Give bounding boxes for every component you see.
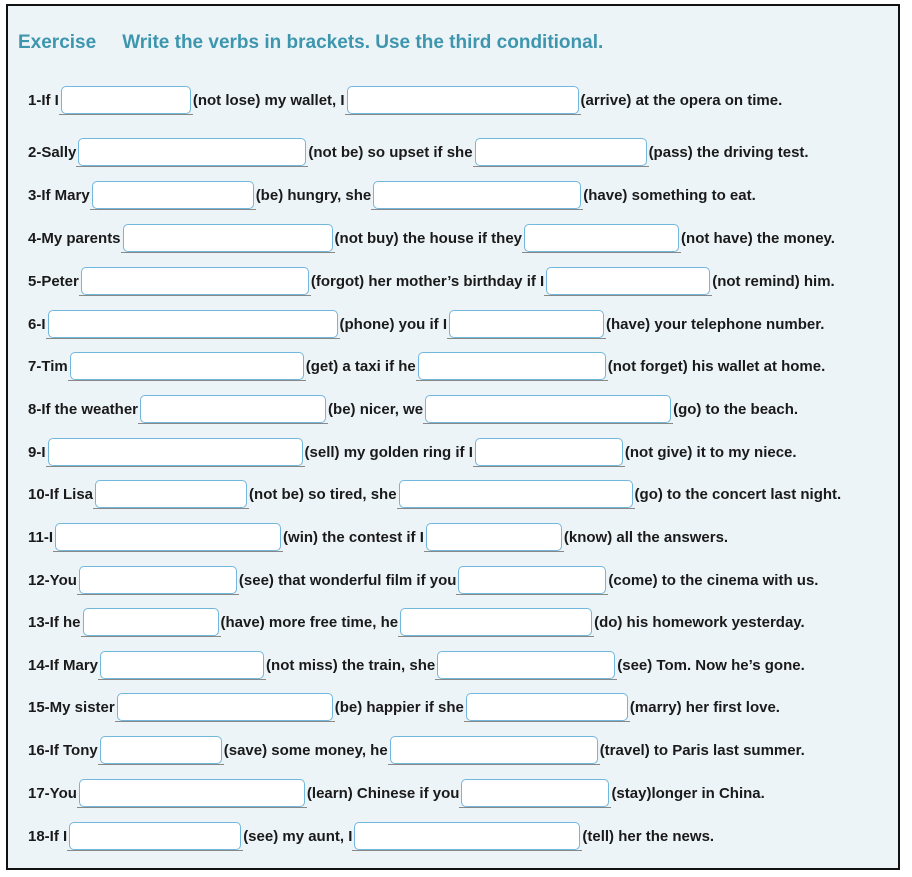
sentence-middle: (win) the contest if I <box>283 529 424 546</box>
sentence-start: 10-If Lisa <box>28 486 94 503</box>
answer-field-1[interactable] <box>95 480 247 508</box>
answer-field-1[interactable] <box>70 352 304 380</box>
answer-field-2[interactable] <box>425 395 671 423</box>
answer-field-2[interactable] <box>458 566 606 594</box>
sentence-middle: (see) that wonderful film if you <box>238 572 457 589</box>
exercise-row <box>28 818 714 850</box>
sentence-start: 14-If Mary <box>28 657 99 674</box>
answer-field-2[interactable] <box>400 608 592 636</box>
sentence-end: (see) Tom. Now he’s gone. <box>617 657 805 674</box>
sentence-middle: (have) more free time, he <box>220 614 399 631</box>
answer-field-2[interactable] <box>524 224 679 252</box>
answer-field-1[interactable] <box>83 608 219 636</box>
sentence-end: (not forget) his wallet at home. <box>607 358 826 375</box>
answer-field-1[interactable] <box>79 779 305 807</box>
exercise-row <box>28 519 728 551</box>
answer-field-1[interactable] <box>61 86 191 114</box>
answer-field-2[interactable] <box>373 181 581 209</box>
sentence-end: (not remind) him. <box>712 273 835 290</box>
sentence-end: (have) something to eat. <box>583 187 756 204</box>
sentence-middle: (be) hungry, she <box>255 187 372 204</box>
answer-field-2[interactable] <box>347 86 579 114</box>
sentence-end: (not have) the money. <box>681 230 835 247</box>
sentence-start: 4-My parents <box>28 230 121 247</box>
sentence-end: (have) your telephone number. <box>606 316 825 333</box>
sentence-end: (not give) it to my niece. <box>624 444 797 461</box>
exercise-row <box>28 306 824 338</box>
exercise-row <box>28 647 805 679</box>
answer-field-1[interactable] <box>79 566 237 594</box>
exercise-row <box>28 689 780 721</box>
sentence-end: (stay)longer in China. <box>611 785 765 802</box>
exercise-row <box>28 134 809 166</box>
sentence-middle: (not miss) the train, she <box>266 657 436 674</box>
answer-field-1[interactable] <box>140 395 326 423</box>
exercise-label: Exercise <box>18 32 97 53</box>
sentence-start: 18-If I <box>28 828 68 845</box>
sentence-end: (go) to the concert last night. <box>634 486 842 503</box>
exercise-row <box>28 604 805 636</box>
sentence-start: 1-If I <box>28 92 59 109</box>
sentence-middle: (forgot) her mother’s birthday if I <box>310 273 545 290</box>
sentence-middle: (see) my aunt, I <box>243 828 353 845</box>
sentence-middle: (phone) you if I <box>339 316 447 333</box>
exercise-row <box>28 775 765 807</box>
sentence-middle: (sell) my golden ring if I <box>304 444 473 461</box>
exercise-row <box>28 82 782 114</box>
sentence-end: (arrive) at the opera on time. <box>580 92 783 109</box>
answer-field-1[interactable] <box>100 651 264 679</box>
sentence-end: (do) his homework yesterday. <box>594 614 805 631</box>
answer-field-2[interactable] <box>418 352 606 380</box>
answer-field-2[interactable] <box>461 779 609 807</box>
sentence-start: 2-Sally <box>28 144 77 161</box>
sentence-middle: (get) a taxi if he <box>305 358 416 375</box>
answer-field-2[interactable] <box>437 651 615 679</box>
answer-field-2[interactable] <box>475 438 623 466</box>
sentence-middle: (not lose) my wallet, I <box>192 92 345 109</box>
answer-field-2[interactable] <box>426 523 562 551</box>
answer-field-1[interactable] <box>92 181 254 209</box>
sentence-middle: (learn) Chinese if you <box>306 785 460 802</box>
exercise-row <box>28 562 818 594</box>
exercise-instruction: Write the verbs in brackets. Use the third conditional. <box>122 32 604 53</box>
sentence-start: 5-Peter <box>28 273 79 290</box>
exercise-row <box>28 476 841 508</box>
sentence-start: 3-If Mary <box>28 187 90 204</box>
sentence-end: (go) to the beach. <box>673 401 799 418</box>
sentence-end: (tell) her the news. <box>582 828 715 845</box>
exercise-row <box>28 391 798 423</box>
sentence-start: 7-Tim <box>28 358 68 375</box>
sentence-middle: (be) nicer, we <box>328 401 424 418</box>
sentence-middle: (not be) so upset if she <box>308 144 473 161</box>
sentence-end: (marry) her first love. <box>629 699 780 716</box>
answer-field-2[interactable] <box>390 736 598 764</box>
sentence-middle: (not be) so tired, she <box>249 486 397 503</box>
answer-field-1[interactable] <box>123 224 333 252</box>
answer-field-1[interactable] <box>48 438 303 466</box>
exercise-row <box>28 177 756 209</box>
answer-field-1[interactable] <box>81 267 309 295</box>
answer-field-1[interactable] <box>100 736 222 764</box>
answer-field-2[interactable] <box>466 693 628 721</box>
exercise-row <box>28 348 825 380</box>
exercise-row <box>28 263 835 295</box>
sentence-end: (travel) to Paris last summer. <box>599 742 805 759</box>
answer-field-2[interactable] <box>354 822 580 850</box>
sentence-end: (know) all the answers. <box>563 529 729 546</box>
sentence-start: 6-I <box>28 316 46 333</box>
answer-field-1[interactable] <box>69 822 241 850</box>
sentence-start: 9-I <box>28 444 46 461</box>
answer-field-2[interactable] <box>475 138 647 166</box>
worksheet <box>6 4 900 870</box>
answer-field-2[interactable] <box>449 310 604 338</box>
answer-field-1[interactable] <box>48 310 338 338</box>
answer-field-2[interactable] <box>546 267 710 295</box>
sentence-start: 15-My sister <box>28 699 115 716</box>
answer-field-1[interactable] <box>117 693 333 721</box>
exercise-title <box>18 32 603 54</box>
sentence-middle: (not buy) the house if they <box>334 230 523 247</box>
answer-field-1[interactable] <box>78 138 306 166</box>
sentence-end: (come) to the cinema with us. <box>608 572 819 589</box>
sentence-start: 17-You <box>28 785 77 802</box>
sentence-start: 12-You <box>28 572 77 589</box>
sentence-middle: (save) some money, he <box>223 742 388 759</box>
answer-field-2[interactable] <box>399 480 633 508</box>
sentence-end: (pass) the driving test. <box>648 144 809 161</box>
exercise-row <box>28 220 835 252</box>
answer-field-1[interactable] <box>55 523 281 551</box>
sentence-start: 8-If the weather <box>28 401 139 418</box>
exercise-row <box>28 732 805 764</box>
sentence-start: 16-If Tony <box>28 742 98 759</box>
sentence-start: 13-If he <box>28 614 81 631</box>
sentence-middle: (be) happier if she <box>334 699 464 716</box>
sentence-start: 11-I <box>28 529 54 546</box>
exercise-row <box>28 434 797 466</box>
